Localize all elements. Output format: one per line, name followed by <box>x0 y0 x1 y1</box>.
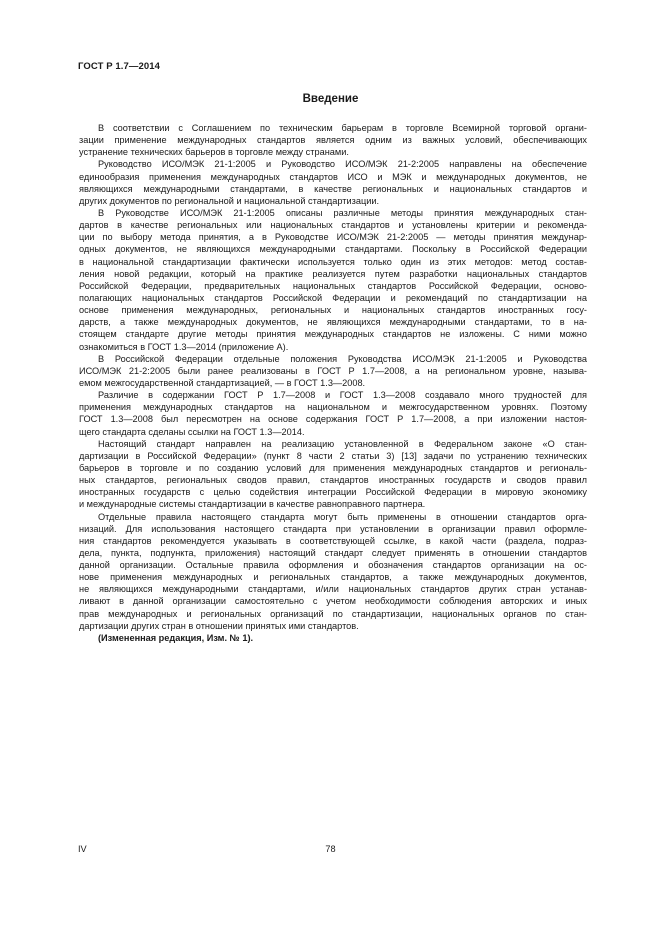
text-line: ных стандартов, региональных сводов правил, стандартов иностранных государств и сводов правил <box>79 475 587 486</box>
text-line: В соответствии с Соглашением по техническим барьерам в торговле Всемирной торговой органи- <box>98 123 587 133</box>
text-line: Настоящий стандарт направлен на реализацию установленной в Федеральном законе «О стан- <box>98 438 587 449</box>
text-line: устранение технических барьеров в торговле между странами. <box>79 147 349 158</box>
text-line: Российской Федерации, предварительных национальных стандартов Российской Федерации, осново- <box>79 280 587 291</box>
text-line: не являющихся международными стандартами, и/или национальных стандартов других стран устанав- <box>79 584 587 595</box>
text-line: применения международных стандартов на национальном и межгосударственном уровнях. Поэтому <box>79 402 587 413</box>
text-line: ления новой редакции, который на практике реализуется путем разработки национальных стандартов <box>79 268 587 279</box>
text-line: ливают в данной организации самостоятельно с учетом необходимости соблюдения авторских и иных <box>79 596 587 607</box>
text-line: и международные системы стандартизации в качестве равноправного партнера. <box>79 499 426 510</box>
text-line: дарств, а также международных документов, не являющихся международными стандартами, то в на- <box>79 317 587 328</box>
text-line: являющихся международными стандартами, в качестве региональных и национальных стандартов и <box>79 183 587 194</box>
text-line: прав международных и региональных организаций по стандартизации, национальных органов по стан- <box>79 608 587 619</box>
text-line: дела, пункта, подпункта, приложения) настоящий стандарт следует применять в отношении стандартов <box>79 547 587 558</box>
page-number: 78 <box>325 844 336 854</box>
paragraph <box>79 207 587 353</box>
text-line: барьеров в торговле и по созданию условий для применения международных стандартов и региональ- <box>79 462 587 473</box>
paragraph <box>79 353 587 389</box>
text-line: ции по выбору метода принятия, а в Руководстве ИСО/МЭК 21-2:2005 — методы принятия междунар- <box>79 232 587 243</box>
paragraph <box>79 158 587 207</box>
text-line: щего стандарта сделаны ссылки на ГОСТ 1.3—2014. <box>79 426 305 437</box>
text-line: В Руководстве ИСО/МЭК 21-1:2005 описаны различные методы принятия международных стан- <box>98 207 587 218</box>
amendment-note: (Измененная редакция, Изм. № 1). <box>98 632 254 643</box>
text-line: емом межгосударственной стандартизацией, — в ГОСТ 1.3—2008. <box>79 377 366 388</box>
text-line: иностранных государств с целью содействия интеграции Российской Федерации в мировую экономику <box>79 487 587 498</box>
text-line: Различие в содержании ГОСТ Р 1.7—2008 и ГОСТ 1.3—2008 создавало много трудностей для <box>98 390 587 401</box>
text-line: нове применения международных и региональных стандартов, а также международных документов, <box>79 572 587 583</box>
text-line: ГОСТ 1.3—2008 был пересмотрен на основе содержания ГОСТ Р 1.7—2008, а при изложении настоя- <box>79 414 587 425</box>
text-line: стоящем стандарте другие методы принятия международных стандартов не изложены. С ними можно <box>79 329 587 340</box>
text-line: зации применение международных стандартов является одним из важных условий, обеспечивающих <box>79 135 587 146</box>
text-line: полагающих национальных стандартов Российской Федерации и рекомендаций по стандартизации на <box>79 292 587 303</box>
text-line: дартизации других стран в отношении принятых ими стандартов. <box>79 620 359 631</box>
text-line: ознакомиться в ГОСТ 1.3—2014 (приложение А). <box>79 341 289 352</box>
text-line: ИСО/МЭК 21-2:2005 были ранее реализованы в ГОСТ Р 1.7—2008, а на региональном уровне, называ- <box>79 365 587 376</box>
text-line: дартизации в Российской Федерации» (пункт 8 части 2 статьи 3) [13] задачи по устранению технических <box>79 450 587 461</box>
paragraph <box>79 511 587 632</box>
text-line: основе применения международных, региональных и национальных стандартов иностранных госу- <box>79 305 587 316</box>
text-line: одных документов, не являющихся международными стандартами. Поскольку в Российской Федерации <box>79 244 587 255</box>
roman-page-number: IV <box>78 844 87 854</box>
text-line: в национальной стандартизации фактически используется только один из этих методов: метод состав- <box>79 256 587 267</box>
paragraph <box>79 438 587 511</box>
document-code: ГОСТ Р 1.7—2014 <box>78 61 161 72</box>
text-line: низаций. Для использования настоящего стандарта при установлении в организации правил оформле- <box>79 523 587 534</box>
paragraph <box>79 389 587 438</box>
text-line: дартов в качестве региональных или национальных стандартов и установлены критерии и рекоменда- <box>79 220 587 231</box>
text-line: других документов по региональной и национальной стандартизации. <box>79 195 380 206</box>
text-line: Руководство ИСО/МЭК 21-1:2005 и Руководство ИСО/МЭК 21-2:2005 направлены на обеспечение <box>98 159 587 170</box>
text-line: Отдельные правила настоящего стандарта могут быть применены в отношении стандартов орга- <box>98 511 587 522</box>
text-line: ния стандартов рекомендуется указывать в соответствующей ссылке, в какой части (раздела, подраз- <box>79 535 587 546</box>
text-line: данной организации. Остальные правила оформления и обозначения стандартов организации на ос- <box>79 560 587 571</box>
paragraph <box>79 122 587 158</box>
document-body <box>79 122 587 644</box>
text-line: единообразия применения международных стандартов ИСО и МЭК и международных документов, не <box>79 171 587 182</box>
section-heading: Введение <box>302 93 359 105</box>
text-line: В Российской Федерации отдельные положения Руководства ИСО/МЭК 21-1:2005 и Руководства <box>98 353 587 364</box>
